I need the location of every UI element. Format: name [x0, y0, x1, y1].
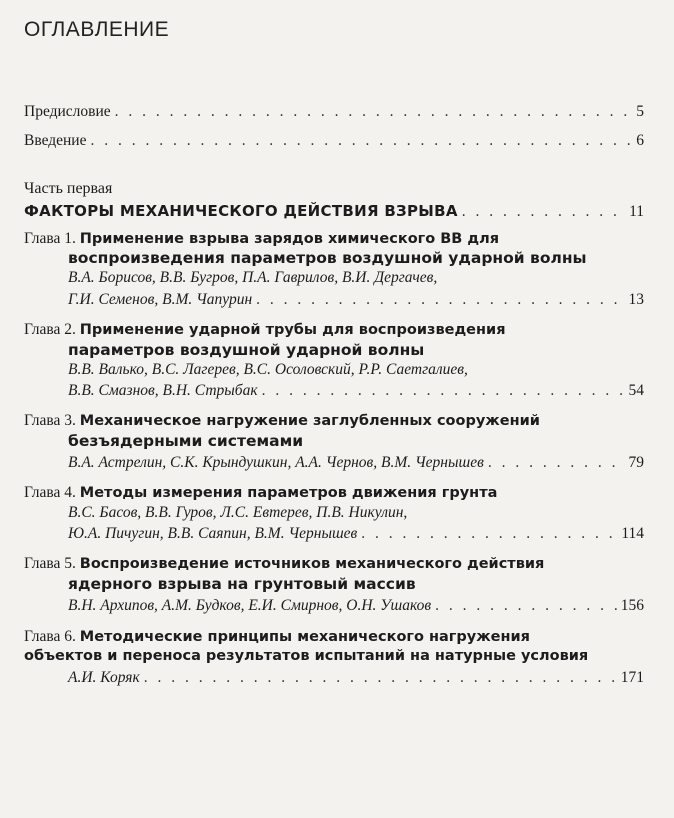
- entry-page: 13: [628, 291, 644, 308]
- chapter-6-authors-page[interactable]: [68, 668, 644, 688]
- entry-page: 11: [629, 203, 644, 220]
- chapter-authors: Ю.А. Пичугин, В.В. Саяпин, В.М. Чернышев: [68, 525, 358, 542]
- entry-page: 156: [620, 597, 644, 614]
- chapter-authors: В.С. Басов, В.В. Гуров, Л.С. Евтерев, П.В. Никулин,: [68, 504, 408, 521]
- toc-entry-introduction[interactable]: [24, 131, 644, 151]
- chapter-title: параметров воздушной ударной волны: [68, 341, 425, 359]
- chapter-prefix: Глава 3.: [24, 412, 76, 429]
- chapter-prefix: Глава 2.: [24, 321, 76, 338]
- chapter-3-authors-page[interactable]: [68, 453, 644, 473]
- chapter-authors: В.Н. Архипов, А.М. Будков, Е.И. Смирнов, О.Н. Ушаков: [68, 597, 432, 614]
- chapter-prefix: Глава 5.: [24, 555, 76, 572]
- chapter-5-authors-page[interactable]: [68, 596, 644, 616]
- chapter-1-authors-page[interactable]: [68, 290, 644, 310]
- entry-page: 6: [636, 132, 644, 149]
- chapter-title: ядерного взрыва на грунтовый массив: [68, 575, 416, 593]
- leader-dots: [90, 131, 632, 151]
- chapter-4-title-line[interactable]: [24, 484, 497, 502]
- entry-page: 79: [628, 454, 644, 471]
- chapter-prefix: Глава 4.: [24, 484, 76, 501]
- toc-heading: ОГЛАВЛЕНИЕ: [24, 18, 170, 41]
- leader-dots: [262, 381, 625, 401]
- leader-dots: [435, 596, 617, 616]
- entry-page: 114: [621, 525, 644, 542]
- chapter-title: объектов и переноса результатов испытаний на натурные условия: [24, 648, 589, 664]
- chapter-title: безъядерными системами: [68, 432, 304, 450]
- leader-dots: [144, 668, 617, 688]
- chapter-authors: А.И. Коряк: [68, 669, 140, 686]
- chapter-title: Воспроизведение источников механического действия: [79, 556, 545, 572]
- toc-entry-preface[interactable]: [24, 102, 644, 122]
- part-title: ФАКТОРЫ МЕХАНИЧЕСКОГО ДЕЙСТВИЯ ВЗРЫВА: [24, 202, 458, 220]
- entry-page: 54: [628, 382, 644, 399]
- chapter-6-title-line[interactable]: [24, 628, 530, 646]
- entry-page: 171: [620, 669, 644, 686]
- entry-title: Предисловие: [24, 103, 111, 120]
- chapter-3-title-line[interactable]: [24, 412, 540, 430]
- chapter-title: Применение взрыва зарядов химического ВВ для: [79, 231, 500, 247]
- chapter-5-title-line[interactable]: [24, 555, 544, 573]
- leader-dots: [462, 202, 625, 222]
- chapter-title: Методы измерения параметров движения грунта: [79, 485, 498, 501]
- chapter-prefix: Глава 1.: [24, 230, 76, 247]
- leader-dots: [115, 102, 633, 122]
- leader-dots: [488, 453, 625, 473]
- leader-dots: [361, 524, 617, 544]
- chapter-title: Механическое нагружение заглубленных сооружений: [79, 413, 540, 429]
- part-label: Часть первая: [24, 180, 113, 197]
- chapter-title: Методические принципы механического нагружения: [79, 629, 530, 645]
- leader-dots: [256, 290, 624, 310]
- chapter-2-authors-page[interactable]: [68, 381, 644, 401]
- entry-title: Введение: [24, 132, 87, 149]
- chapter-authors: В.В. Смазнов, В.Н. Стрыбак: [68, 382, 258, 399]
- chapter-1-title-line[interactable]: [24, 230, 499, 248]
- chapter-prefix: Глава 6.: [24, 628, 76, 645]
- chapter-title: Применение ударной трубы для воспроизведения: [79, 322, 506, 338]
- chapter-4-authors-page[interactable]: [68, 524, 644, 544]
- entry-page: 5: [636, 103, 644, 120]
- chapter-authors: Г.И. Семенов, В.М. Чапурин: [68, 291, 253, 308]
- chapter-authors: В.В. Валько, В.С. Лагерев, В.С. Осоловский, Р.Р. Саетгалиев,: [68, 361, 468, 378]
- toc-entry-part-one[interactable]: [24, 201, 644, 222]
- chapter-title: воспроизведения параметров воздушной ударной волны: [68, 249, 587, 267]
- chapter-authors: В.А. Борисов, В.В. Бугров, П.А. Гаврилов, В.И. Дергачев,: [68, 269, 438, 286]
- chapter-2-title-line[interactable]: [24, 321, 506, 339]
- chapter-authors: В.А. Астрелин, С.К. Крындушкин, А.А. Чернов, В.М. Чернышев: [68, 454, 484, 471]
